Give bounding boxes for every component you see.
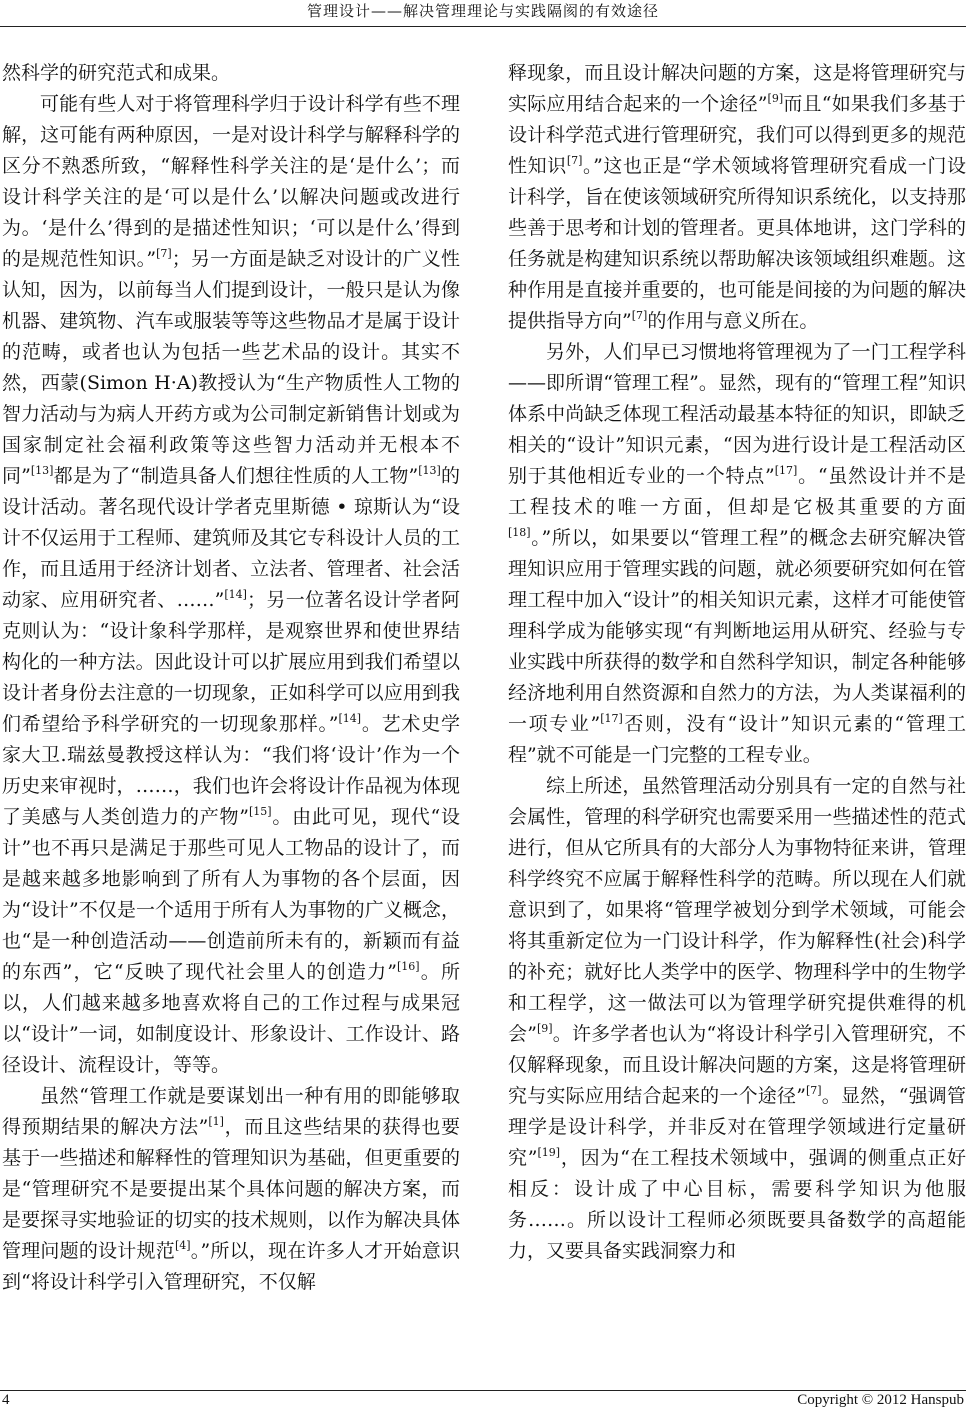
citation-ref: [18] bbox=[508, 526, 531, 539]
citation-ref: [9] bbox=[767, 92, 784, 105]
left-column bbox=[2, 58, 460, 1298]
text-run: 否则，没有“设计”知识元素的“管理工程”就不可能是一门完整的工程专业。 bbox=[508, 713, 966, 766]
citation-ref: [13] bbox=[418, 464, 441, 477]
citation-ref: [7] bbox=[156, 247, 172, 260]
citation-ref: [17] bbox=[600, 712, 623, 725]
text-run: 。“虽然设计并不是工程技术的唯一方面，但却是它极其重要的方面 bbox=[508, 465, 966, 518]
text-run: 综上所述，虽然管理活动分别具有一定的自然与社会属性，管理的科学研究也需要采用一些描述性的范式进行，但从它所具有的大部分人为事物特征来讲，管理科学终究不应属于解释性科学的范畴。所以现在人们就意识到了，如果将“管理学被划分到学术领域，可能会将其重新定位为一门设计科学，作为解释性(社会)科学的补充；就好比人类学中的医学、物理科学中的生物学和工程学，这一做法可以为管理学研究提供难得的机会” bbox=[508, 775, 966, 1045]
running-header-title: 管理设计——解决管理理论与实践隔阂的有效途径 bbox=[306, 2, 659, 20]
citation-ref: [1] bbox=[208, 1115, 224, 1128]
body-paragraph bbox=[2, 89, 460, 1081]
text-run: 释现象，而且设计解决问题的方案，这是将管理研究与实际应用结合起来的一个途径” bbox=[508, 62, 966, 115]
text-run: 。显然，“强调管理学是设计科学，并非反对在管理学领域进行定量研究” bbox=[508, 1085, 966, 1169]
citation-ref: [16] bbox=[397, 960, 420, 973]
body-paragraph bbox=[508, 58, 966, 337]
text-run: 另外，人们早已习惯地将管理视为了一门工程学科——即所谓“管理工程”。显然，现有的“管理工程”知识体系中尚缺乏体现工程活动最基本特征的知识，即缺乏相关的“设计”知识元素，“因为进行设计是工程活动区别于其他相近专业的一个特点” bbox=[508, 341, 966, 487]
text-run: 。由此可见，现代“设计”也不再只是满足于那些可见人工物品的设计了，而是越来越多地影响到了所有人为事物的各个层面，因为“设计”不仅是一个适用于所有人为事物的广义概念，也“是一种创造活动——创造前所未有的，新颖而有益的东西”，它“反映了现代社会里人的创造力” bbox=[2, 806, 461, 983]
header-rule bbox=[0, 26, 966, 27]
citation-ref: [7] bbox=[805, 1084, 822, 1097]
citation-ref: [14] bbox=[338, 712, 362, 725]
text-run: 。艺术史学家大卫.瑞兹曼教授这样认为：“我们将‘设计’作为一个历史来审视时，……，我们也许会将设计作品视为体现了美感与人类创造力的产物” bbox=[2, 713, 460, 828]
footer-rule bbox=[0, 1390, 966, 1391]
body-paragraph bbox=[2, 58, 460, 89]
citation-ref: [14] bbox=[224, 588, 247, 601]
page-number: 4 bbox=[2, 1392, 10, 1408]
text-run: 可能有些人对于将管理科学归于设计科学有些不理解，这可能有两种原因，一是对设计科学与解释科学的区分不熟悉所致，“解释性科学关注的是‘是什么’；而设计科学关注的是‘可以是什么’以解决问题或改进行为。‘是什么’得到的是描述性知识；‘可以是什么’得到的是规范性知识。” bbox=[2, 93, 460, 270]
text-run: 。”这也正是“学术领域将管理研究看成一门设计科学，旨在使该领域研究所得知识系统化，以支持那些善于思考和计划的管理者。更具体地讲，这门学科的任务就是构建知识系统以帮助解决该领域组织难题。这种作用是直接并重要的，也可能是间接的为问题的解决提供指导方向” bbox=[508, 155, 966, 332]
text-run: ，而且这些结果的获得也要基于一些描述和解释性的管理知识为基础，但更重要的是“管理研究不是要提出某个具体问题的解决方案，而是要探寻实地验证的切实的技术规则，以作为解决具体管理问题的设计规范 bbox=[2, 1116, 460, 1262]
text-run: 的作用与意义所在。 bbox=[647, 310, 819, 332]
citation-ref: [19] bbox=[537, 1146, 561, 1159]
running-header bbox=[0, 0, 966, 28]
text-run: 然科学的研究范式和成果。 bbox=[2, 62, 231, 84]
text-run: 都是为了“制造具备人们想往性质的人工物” bbox=[53, 465, 419, 487]
citation-ref: [7] bbox=[631, 309, 648, 322]
text-run: 。许多学者也认为“将设计科学引入管理研究，不仅解释现象，而且设计解决问题的方案，这是将管理研究与实际应用结合起来的一个途径” bbox=[508, 1023, 966, 1107]
text-run: 虽然“管理工作就是要谋划出一种有用的即能够取得预期结果的解决方法” bbox=[2, 1085, 460, 1138]
body-paragraph bbox=[508, 337, 966, 771]
text-run: 。”所以，现在许多人才开始意识到“将设计科学引入管理研究，不仅解 bbox=[2, 1240, 460, 1293]
text-run: 的设计活动。著名现代设计学者克里斯德 • 琼斯认为“设计不仅运用于工程师、建筑师及其它专科设计人员的工作，而且适用于经济计划者、立法者、管理者、社会活动家、应用研究者、……” bbox=[2, 465, 460, 611]
citation-ref: [15] bbox=[248, 805, 272, 818]
text-run: 。所以，人们越来越多地喜欢将自己的工作过程与成果冠以“设计”一词，如制度设计、形象设计、工作设计、路径设计、流程设计，等等。 bbox=[2, 961, 460, 1076]
citation-ref: [13] bbox=[30, 464, 54, 477]
text-run: ，因为“在工程技术领域中，强调的侧重点正好相反：设计成了中心目标，需要科学知识为他服务……。所以设计工程师必须既要具备数学的高超能力，又要具备实践洞察力和 bbox=[508, 1147, 966, 1262]
text-run: 而且“如果我们多基于设计科学范式进行管理研究，我们可以得到更多的规范性知识 bbox=[508, 93, 966, 177]
right-column bbox=[508, 58, 966, 1267]
body-paragraph bbox=[2, 1081, 460, 1298]
text-run: ；另一位著名设计学者阿克则认为：“设计象科学那样，是观察世界和使世界结构化的一种方法。因此设计可以扩展应用到我们希望以设计者身份去注意的一切现象，正如科学可以应用到我们希望给予科学研究的一切现象那样。” bbox=[2, 589, 460, 735]
citation-ref: [7] bbox=[566, 154, 583, 167]
citation-ref: [4] bbox=[174, 1239, 191, 1252]
body-paragraph bbox=[508, 771, 966, 1267]
text-run: ；另一方面是缺乏对设计的广义性认知，因为，以前每当人们提到设计，一般只是认为像机器、建筑物、汽车或服装等等这些物品才是属于设计的范畴，或者也认为包括一些艺术品的设计。其实不然，西蒙(Simon H·A)教授认为“生产物质性人工物的智力活动与为病人开药方或为公司制定新销售计划或为国家制定社会福利政策等这些智力活动并无根本不同” bbox=[2, 248, 460, 487]
text-run: 。”所以，如果要以“管理工程”的概念去研究解决管理知识应用于管理实践的问题，就必须要研究如何在管理工程中加入“设计”的相关知识元素，这样才可能使管理科学成为能够实现“有判断地运用从研究、经验与专业实践中所获得的数学和自然科学知识，制定各种能够经济地利用自然资源和自然力的方法，为人类谋福利的一项专业” bbox=[508, 527, 966, 735]
citation-ref: [17] bbox=[774, 464, 798, 477]
citation-ref: [9] bbox=[536, 1022, 553, 1035]
copyright-notice: Copyright © 2012 Hanspub bbox=[797, 1392, 964, 1408]
